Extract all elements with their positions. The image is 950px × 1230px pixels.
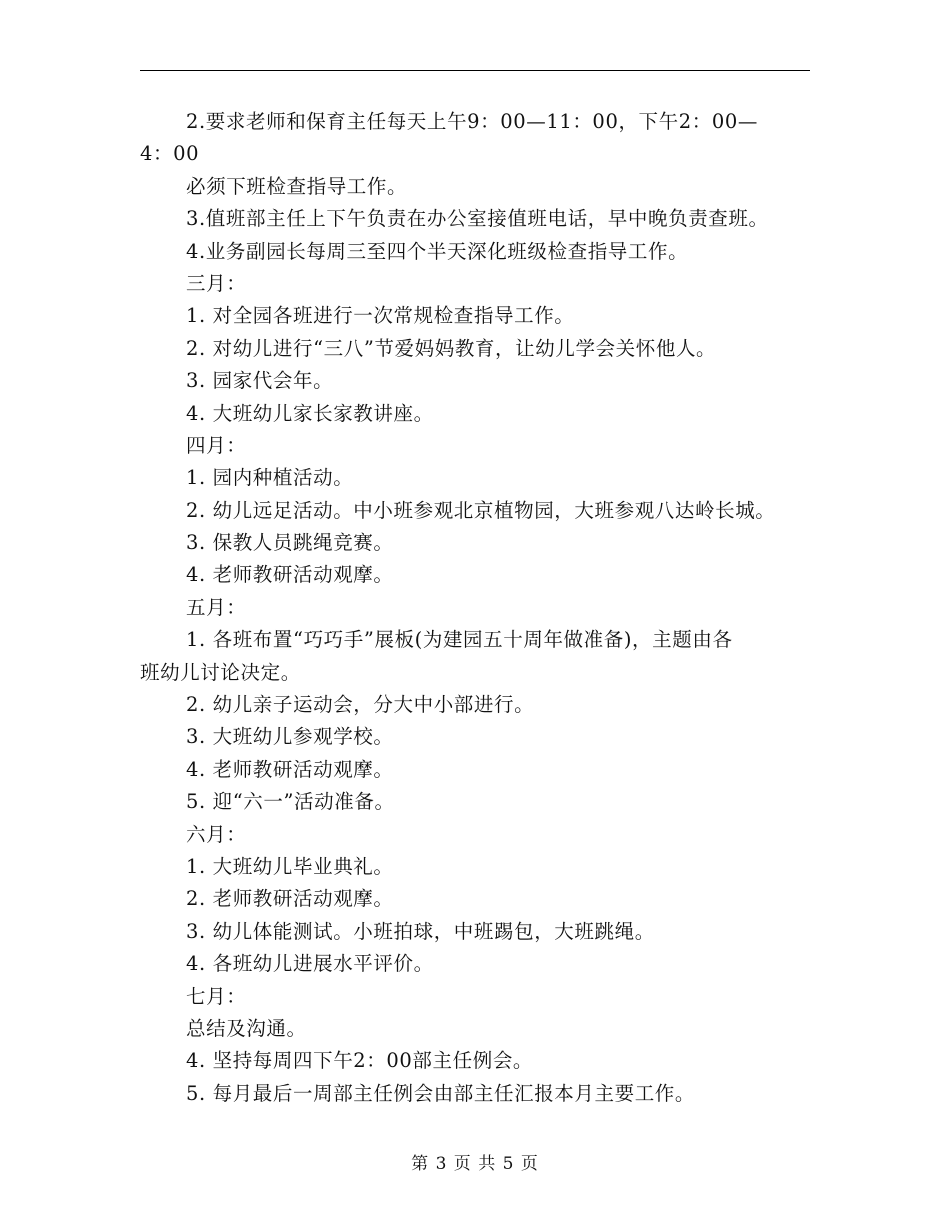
- text-line: 4：00: [140, 142, 200, 166]
- text-line: 4. 老师教研活动观摩。: [186, 563, 394, 587]
- text-line: 4.业务副园长每周三至四个半天深化班级检查指导工作。: [186, 239, 689, 263]
- text-line: 3. 园家代会年。: [186, 369, 334, 393]
- text-line: 总结及沟通。: [186, 1016, 307, 1040]
- text-line: 3. 大班幼儿参观学校。: [186, 725, 394, 749]
- document-body: [140, 106, 810, 1110]
- text-line: 2. 幼儿亲子运动会，分大中小部进行。: [186, 693, 535, 717]
- text-line: 2. 对幼儿进行“三八”节爱妈妈教育，让幼儿学会关怀他人。: [186, 336, 717, 360]
- text-line: 2.要求老师和保育主任每天上午9：00—11：00，下午2：00—: [186, 110, 758, 133]
- text-line: 1. 各班布置“巧巧手”展板(为建园五十周年做准备)，主题由各: [186, 628, 733, 652]
- text-line: 4. 大班幼儿家长家教讲座。: [186, 401, 434, 425]
- text-line: 必须下班检查指导工作。: [186, 174, 408, 198]
- text-line: 3. 幼儿体能测试。小班拍球，中班踢包，大班跳绳。: [186, 919, 655, 943]
- text-line: 5. 迎“六一”活动准备。: [186, 790, 395, 814]
- text-line: 五月：: [186, 595, 247, 619]
- text-line: 2. 幼儿远足活动。中小班参观北京植物园，大班参观八达岭长城。: [186, 498, 776, 522]
- text-line: 七月：: [186, 984, 247, 1008]
- text-line: 1. 对全园各班进行一次常规检查指导工作。: [186, 304, 575, 328]
- text-line: 四月：: [186, 433, 247, 457]
- text-line: 1. 园内种植活动。: [186, 466, 354, 490]
- text-line: 三月：: [186, 271, 247, 295]
- text-line: 2. 老师教研活动观摩。: [186, 887, 394, 911]
- text-line: 5. 每月最后一周部主任例会由部主任汇报本月主要工作。: [186, 1081, 696, 1105]
- page-footer: 第 3 页 共 5 页: [411, 1154, 539, 1174]
- text-line: 1. 大班幼儿毕业典礼。: [186, 854, 394, 878]
- text-line: 4. 老师教研活动观摩。: [186, 757, 394, 781]
- text-line: 4. 各班幼儿进展水平评价。: [186, 952, 434, 976]
- text-line: 3. 保教人员跳绳竞赛。: [186, 531, 394, 555]
- text-line: 班幼儿讨论决定。: [140, 660, 301, 684]
- header-rule: [140, 70, 810, 71]
- text-line: 3.值班部主任上下午负责在办公室接值班电话，早中晚负责查班。: [186, 207, 769, 231]
- text-line: 4. 坚持每周四下午2：00部主任例会。: [186, 1049, 534, 1073]
- text-line: 六月：: [186, 822, 247, 846]
